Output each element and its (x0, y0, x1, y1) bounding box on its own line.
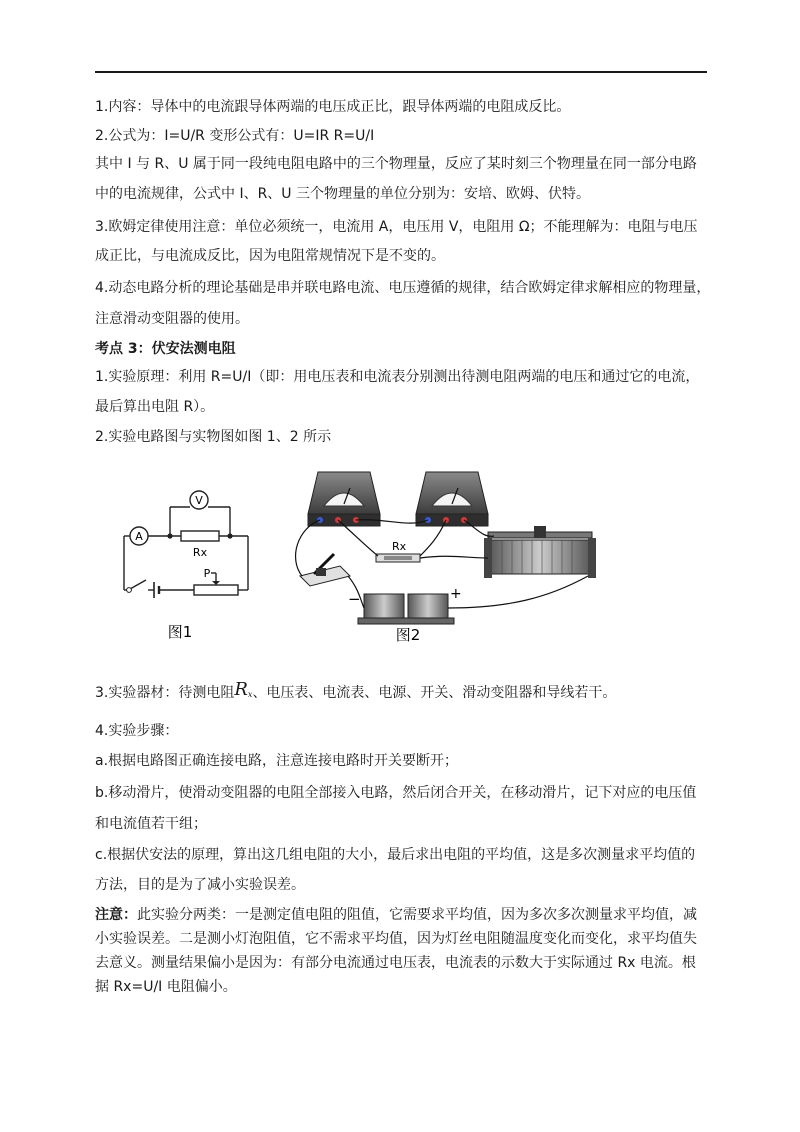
text-line: 注意滑动变阻器的使用。 (95, 311, 249, 327)
equipment-post: 、电压表、电流表、电源、开关、滑动变阻器和导线若干。 (252, 685, 617, 701)
resistor-board (376, 554, 420, 562)
text-line: 4.动态电路分析的理论基础是串并联电路电流、电压遵循的规律，结合欧姆定律求解相应的物理量， (95, 280, 711, 296)
ammeter-device (308, 472, 380, 526)
text-line: 最后算出电阻 R）。 (95, 399, 215, 415)
battery-minus-label: − (348, 590, 361, 608)
text-line: 2.公式为：I=U/R 变形公式有：U=IR R=U/I (95, 128, 375, 144)
apparatus-rx-label: Rx (392, 540, 407, 553)
rheostat-symbol (194, 585, 238, 595)
text-line: 方法，目的是为了减小实验误差。 (95, 877, 305, 893)
text-line: 2.实验电路图与实物图如图 1、2 所示 (95, 429, 332, 445)
switch-device (300, 554, 350, 586)
text-line: a.根据电路图正确连接电路，注意连接电路时开关要断开； (95, 753, 459, 769)
battery-pack (358, 594, 454, 624)
apparatus-photo (288, 458, 618, 648)
text-line: 其中 I 与 R、U 属于同一段纯电阻电路中的三个物理量，反应了某时刻三个物理量在同一部分电路 (95, 156, 697, 172)
text-line: 中的电流规律，公式中 I、R、U 三个物理量的单位分别为：安培、欧姆、伏特。 (95, 186, 591, 202)
equipment-line (95, 680, 616, 705)
ammeter-label: A (135, 530, 143, 543)
rheostat-device (484, 526, 596, 578)
text-line: 成正比，与电流成反比，因为电阻常规情况下是不变的。 (95, 248, 445, 264)
slider-label: P (203, 567, 211, 580)
note-line (95, 905, 697, 925)
text-line: 和电流值若干组； (95, 816, 207, 832)
note-text: 此实验分两类：一是测定值电阻的阻值，它需要求平均值，因为多次多次测量求平均值，减 (137, 907, 697, 923)
text-line: b.移动滑片，使滑动变阻器的电阻全部接入电路，然后闭合开关，在移动滑片，记下对应的电压值 (95, 785, 697, 801)
text-line: 1.内容：导体中的电流跟导体两端的电压成正比，跟导体两端的电阻成反比。 (95, 99, 571, 115)
text-line: c.根据伏安法的原理，算出这几组电阻的大小，最后求出电阻的平均值，这是多次测量求平均值的 (95, 847, 696, 863)
text-line: 去意义。测量结果偏小是因为：有部分电流通过电压表，电流表的示数大于实际通过 Rx 电流。根 (95, 955, 696, 971)
note-label: 注意： (95, 907, 137, 923)
rx-symbol: R (234, 679, 248, 700)
switch-blade (130, 580, 146, 589)
voltmeter-device (416, 472, 488, 526)
text-line: 据 Rx=U/I 电阻偏小。 (95, 979, 237, 995)
battery-plus-label: + (450, 586, 462, 602)
section-heading: 考点 3：伏安法测电阻 (95, 341, 236, 357)
voltmeter-label: V (195, 494, 203, 507)
text-line: 3.欧姆定律使用注意：单位必须统一，电流用 A，电压用 V，电阻用 Ω；不能理解为：电阻与电压 (95, 219, 698, 235)
figure1-caption: 图1 (167, 623, 193, 641)
text-line: 小实验误差。二是测小灯泡阻值，它不需求平均值，因为灯丝电阻随温度变化而变化，求平均值失 (95, 931, 697, 947)
rx-subscript: x (247, 690, 253, 699)
text-line: 4.实验步骤： (95, 723, 179, 739)
equipment-pre: 3.实验器材：待测电阻 (95, 685, 235, 701)
figure2-caption: 图2 (395, 626, 421, 644)
resistor-label: Rx (192, 546, 208, 559)
text-line: 1.实验原理：利用 R=U/I（即：用电压表和电流表分别测出待测电阻两端的电压和通过它的电流， (95, 369, 700, 385)
resistor-symbol (181, 531, 219, 541)
top-rule (95, 71, 707, 73)
circuit-diagram (108, 478, 278, 648)
